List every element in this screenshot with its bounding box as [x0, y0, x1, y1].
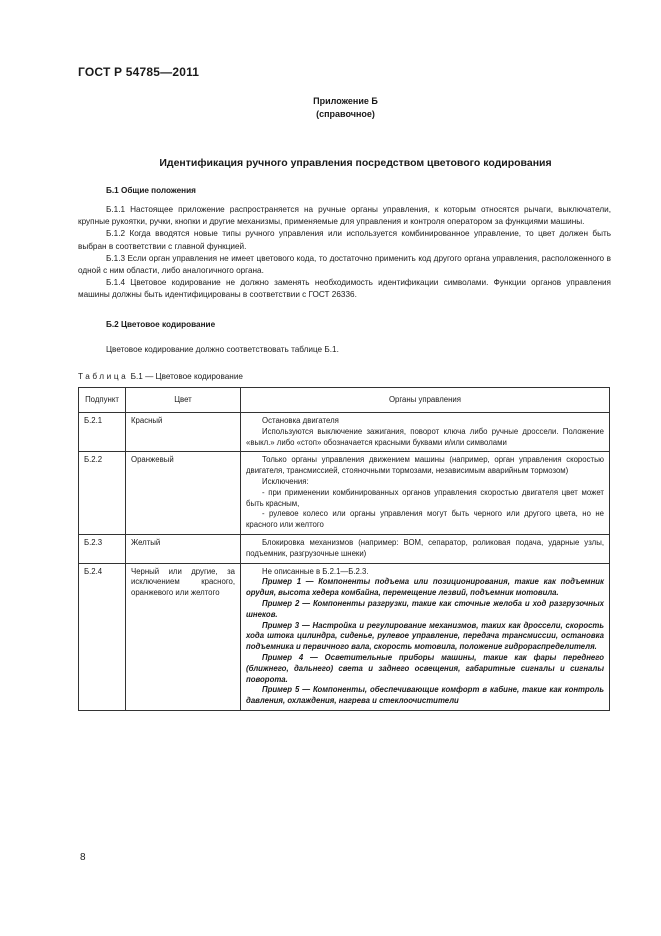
table-row: [79, 534, 610, 563]
row-color: Желтый: [126, 534, 241, 563]
row-controls: [241, 452, 610, 535]
row-controls: [241, 563, 610, 710]
controls-text: Исключения:: [262, 476, 309, 486]
controls-text: - при применении комбинированных органов управления скоростью двигателя цвет может быть красным,: [246, 487, 604, 508]
controls-text: Не описанные в Б.2.1—Б.2.3.: [262, 566, 369, 576]
paragraph-b14: Б.1.4 Цветовое кодирование не должно заменять необходимость идентификации символами. Функции органов управления машины должны быть идентифицированы в соответствии с ГОСТ 26336.: [78, 278, 611, 300]
row-color: Красный: [126, 413, 241, 452]
appendix-type: (справочное): [316, 109, 375, 119]
paragraph-b13: Б.1.3 Если орган управления не имеет цветового кода, то достаточно применить код другого органа управления, расположенного в одной с ним области, либо аналогичного органа.: [78, 253, 611, 276]
example-text: Пример 5 — Компоненты, обеспечивающие комфорт в кабине, такие как контроль давления, охлаждения, нагрева и стеклоочистители: [246, 685, 604, 706]
controls-text: Только органы управления движением машины (например, орган управления скоростью двигателя, трансмиссией, стояночными тормозами, независимым аварийным тормозом): [246, 455, 604, 476]
header-color: Цвет: [126, 388, 241, 413]
table-row: [79, 413, 610, 452]
header-subclause: Подпункт: [79, 388, 126, 413]
example-text: Пример 1 — Компоненты подъема или позиционирования, такие как подъемник орудия, высота хедера комбайна, перемещение лезвий, подъемник мотовила.: [246, 577, 604, 598]
row-id: Б.2.4: [79, 563, 126, 710]
example-text: Пример 3 — Настройка и регулирование механизмов, таких как дроссели, скорость хода штока цилиндра, сиденье, рулевое управление, передача трансмиссии, остановка подъемника и первичного вала, скорость мотовила, положение гидрораспределителя.: [246, 620, 604, 652]
appendix-heading: [0, 95, 661, 121]
controls-text: Используются выключение зажигания, поворот ключа либо ручные дроссели. Положение «выкл.» либо «стоп» обозначается красными буквами и/или символами: [246, 426, 604, 447]
section1-heading: Б.1 Общие положения: [106, 186, 196, 195]
color-coding-table: [78, 387, 610, 711]
document-title: Идентификация ручного управления посредством цветового кодирования: [159, 157, 552, 169]
example-text: Пример 2 — Компоненты разгрузки, такие как сточные желоба и ход разгрузочных шнеков.: [246, 598, 604, 619]
row-id: Б.2.1: [79, 413, 126, 452]
document-header: ГОСТ Р 54785—2011: [78, 65, 200, 79]
controls-text: - рулевое колесо или органы управления могут быть черного или другого цвета, но не красного или желтого: [246, 509, 604, 530]
table-row: [79, 563, 610, 710]
row-id: Б.2.3: [79, 534, 126, 563]
section2-heading: Б.2 Цветовое кодирование: [106, 320, 216, 329]
appendix-label: Приложение Б: [313, 96, 378, 106]
row-color: Черный или другие, за исключением красного, оранжевого или желтого: [126, 563, 241, 710]
table-row: [79, 452, 610, 535]
page-number: 8: [80, 852, 86, 863]
paragraph-b12: Б.1.2 Когда вводятся новые типы ручного управления или используется комбинированное управление, то цвет должен быть выбран в соответствии с главной функцией.: [78, 229, 611, 251]
controls-text: Остановка двигателя: [262, 416, 339, 425]
table-caption: [78, 372, 243, 381]
row-id: Б.2.2: [79, 452, 126, 535]
table-caption-text: Б.1 — Цветовое кодирование: [130, 372, 243, 381]
header-controls: Органы управления: [241, 388, 610, 413]
row-color: Оранжевый: [126, 452, 241, 535]
paragraph-b11: Б.1.1 Настоящее приложение распространяется на ручные органы управления, к которым относятся рычаги, выключатели, крупные рукоятки, ручки, кнопки и другие механизмы, применяемые для управления и контроля оператором за функциями машины.: [78, 205, 611, 227]
table-header-row: [79, 388, 610, 413]
row-controls: [241, 534, 610, 563]
controls-text: Блокировка механизмов (например: ВОМ, сепаратор, роликовая подача, ударные узлы, подъемник, разгрузочные шнеки): [246, 537, 604, 558]
section1-body: [78, 204, 611, 302]
row-controls: [241, 413, 610, 452]
table-caption-prefix: Таблица: [78, 372, 129, 381]
section2-intro: Цветовое кодирование должно соответствовать таблице Б.1.: [106, 345, 339, 354]
example-text: Пример 4 — Осветительные приборы машины, такие как фары переднего (ближнего, дальнего) света и заднего освещения, габаритные сигналы и сигналы поворота.: [246, 652, 604, 684]
